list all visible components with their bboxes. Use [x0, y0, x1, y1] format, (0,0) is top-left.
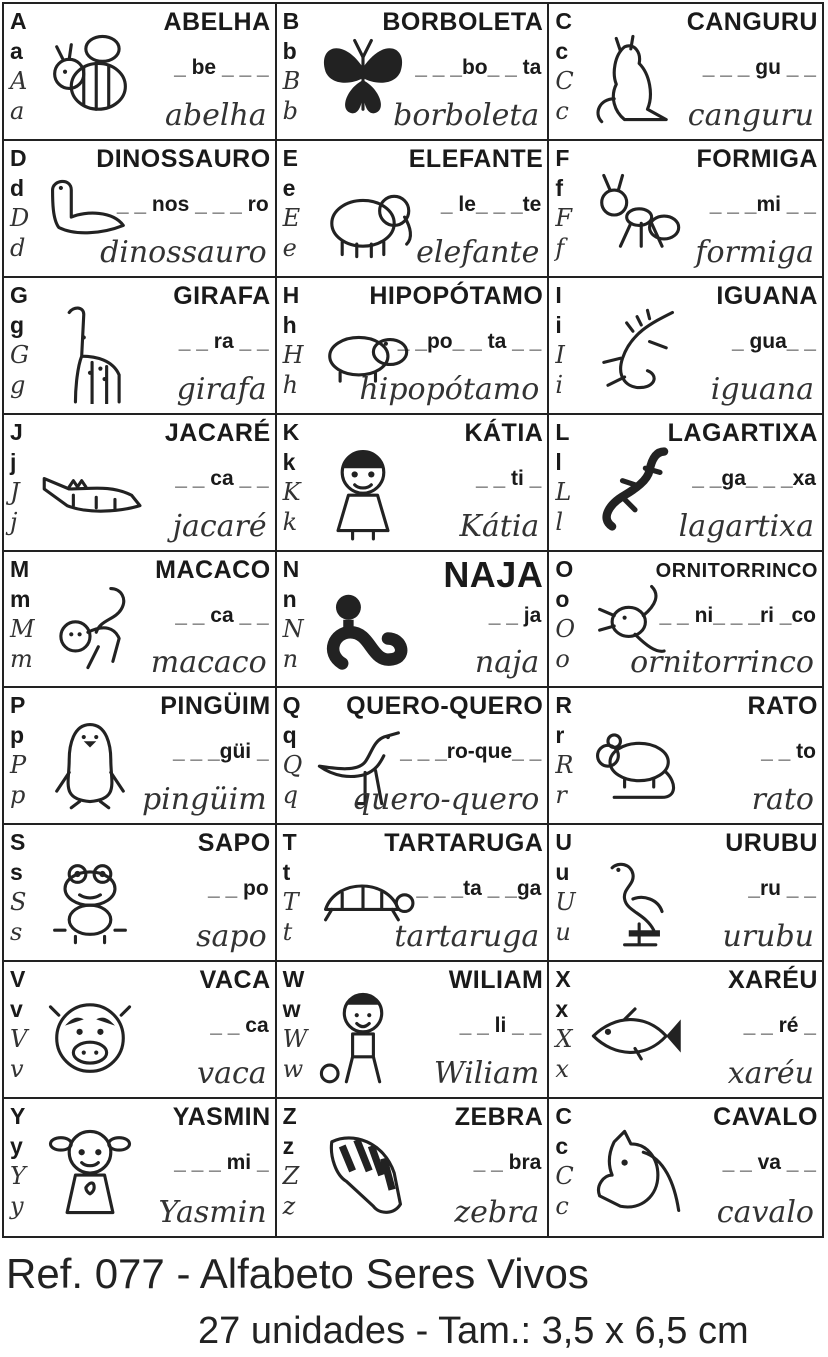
letter-column [555, 280, 581, 400]
cursive-word: canguru [687, 97, 814, 133]
uppercase-letter: Z [282, 1103, 297, 1130]
lowercase-letter: a [10, 38, 23, 64]
word-title: LAGARTIXA [667, 418, 818, 447]
cursive-uppercase-letter: D [10, 203, 30, 232]
alphabet-card [4, 141, 277, 278]
cursive-uppercase-letter: R [555, 751, 574, 780]
cursive-uppercase-letter: U [555, 888, 576, 917]
uppercase-letter: H [282, 281, 300, 308]
alphabet-card [4, 4, 277, 141]
letter-column [555, 143, 581, 263]
cursive-word: Kátia [459, 508, 540, 544]
lowercase-letter: d [10, 174, 25, 201]
lowercase-letter: x [555, 996, 569, 1023]
letter-column [555, 554, 581, 674]
lowercase-letter: c [555, 38, 569, 64]
lowercase-letter: j [10, 448, 17, 475]
cursive-lowercase-letter: o [555, 644, 570, 673]
cursive-lowercase-letter: p [10, 781, 26, 810]
cursive-lowercase-letter: l [555, 507, 564, 536]
syllable-blank: _ le_ _ _te [440, 192, 542, 216]
alphabet-card [549, 4, 822, 141]
word-title: TARTARUGA [384, 829, 544, 858]
alphabet-card [549, 141, 822, 278]
alphabet-card [4, 825, 277, 962]
uppercase-letter: O [555, 555, 574, 582]
syllable-blank: _ _ nos _ _ _ ro [116, 192, 269, 216]
syllable-blank: _ _ _ta _ _ga [416, 877, 542, 901]
uppercase-letter: N [282, 555, 300, 582]
uppercase-letter: F [555, 144, 570, 171]
lowercase-letter: y [10, 1133, 23, 1160]
word-title: QUERO-QUERO [346, 692, 544, 721]
uppercase-letter: E [282, 144, 298, 171]
cursive-word: Wiliam [433, 1056, 540, 1092]
cursive-lowercase-letter: w [282, 1055, 304, 1084]
letter-column [283, 827, 309, 947]
cursive-lowercase-letter: m [10, 644, 33, 673]
cursive-word: vaca [197, 1056, 267, 1092]
lowercase-letter: c [555, 1133, 569, 1160]
uppercase-letter: P [10, 692, 26, 719]
cursive-word: jacaré [172, 508, 267, 544]
alphabet-card [4, 278, 277, 415]
word-title: RATO [747, 692, 818, 721]
syllable-blank: _ _ ra _ _ [178, 329, 269, 353]
cursive-lowercase-letter: j [10, 507, 18, 536]
syllable-blank: _ru _ _ [748, 877, 816, 901]
alligator-icon [38, 437, 142, 541]
word-title: JACARÉ [164, 418, 271, 447]
uppercase-letter: X [555, 966, 571, 993]
word-title: ORNITORRINCO [655, 559, 818, 582]
rat-icon [583, 710, 687, 814]
cursive-lowercase-letter: d [10, 233, 26, 262]
cursive-word: sapo [196, 919, 267, 955]
cursive-uppercase-letter: B [282, 67, 301, 95]
word-title: ZEBRA [454, 1103, 544, 1132]
alphabet-card [549, 688, 822, 825]
word-title: FORMIGA [696, 144, 818, 173]
cursive-uppercase-letter: O [555, 614, 576, 643]
uppercase-letter: L [555, 418, 570, 445]
word-title: MACACO [155, 555, 271, 584]
letter-column [283, 690, 309, 810]
alphabet-card [549, 278, 822, 415]
cursive-uppercase-letter: I [555, 340, 565, 369]
uppercase-letter: V [10, 966, 26, 993]
cursive-word: iguana [710, 371, 814, 407]
lowercase-letter: u [555, 859, 570, 886]
cursive-lowercase-letter: u [555, 918, 571, 947]
uppercase-letter: C [555, 1103, 572, 1130]
uppercase-letter: J [10, 418, 23, 445]
cursive-uppercase-letter: Y [10, 1162, 26, 1191]
word-title: HIPOPÓTAMO [369, 281, 544, 310]
cursive-uppercase-letter: T [282, 888, 299, 917]
lowercase-letter: i [555, 311, 562, 338]
cursive-word: rato [751, 782, 814, 818]
letter-column [10, 964, 36, 1084]
word-title: IGUANA [716, 281, 818, 310]
syllable-blank: _ _ ja [488, 603, 542, 627]
cursive-lowercase-letter: i [555, 370, 564, 399]
letter-column [283, 6, 309, 126]
alphabet-card [4, 415, 277, 552]
cursive-lowercase-letter: b [282, 97, 299, 125]
cursive-uppercase-letter: S [10, 888, 27, 917]
cursive-word: Yasmin [158, 1194, 267, 1230]
alphabet-card [277, 4, 550, 141]
cursive-word: tartaruga [394, 919, 540, 955]
syllable-blank: _ _ va _ _ [722, 1151, 816, 1175]
cursive-uppercase-letter: M [10, 614, 35, 643]
alphabet-card-grid [2, 2, 824, 1238]
uppercase-letter: R [555, 692, 572, 719]
cursive-word: borboleta [393, 97, 540, 133]
letter-column [10, 827, 36, 947]
uppercase-letter: A [10, 8, 27, 34]
word-title: KÁTIA [464, 418, 544, 447]
cursive-lowercase-letter: y [10, 1192, 24, 1221]
syllable-blank: _ _ ti _ [475, 466, 542, 490]
elephant-icon [311, 163, 415, 267]
alphabet-card [4, 962, 277, 1099]
cursive-lowercase-letter: s [10, 918, 23, 947]
uppercase-letter: M [10, 555, 30, 582]
letter-column [10, 554, 36, 674]
alphabet-card [277, 552, 550, 689]
horse-icon [583, 1121, 687, 1225]
uppercase-letter: W [282, 966, 305, 993]
cursive-uppercase-letter: N [282, 614, 304, 643]
word-title: BORBOLETA [382, 8, 544, 36]
cursive-uppercase-letter: A [10, 67, 28, 95]
alphabet-card [277, 1099, 550, 1236]
alphabet-card [4, 1099, 277, 1236]
syllable-blank: _ _po_ _ ta _ _ [397, 329, 542, 353]
cursive-uppercase-letter: F [555, 203, 572, 232]
cursive-word: quero-quero [351, 782, 540, 818]
uppercase-letter: U [555, 829, 572, 856]
syllable-blank: _ _ to [761, 740, 816, 764]
alphabet-card [277, 825, 550, 962]
letter-column [555, 827, 581, 947]
letter-column [555, 964, 581, 1084]
cursive-uppercase-letter: P [10, 751, 27, 780]
penguin-icon [38, 710, 142, 814]
lowercase-letter: o [555, 585, 570, 612]
syllable-blank: _ _ ca _ _ [175, 466, 269, 490]
letter-column [283, 964, 309, 1084]
syllable-blank: _ _ po [207, 877, 269, 901]
cursive-lowercase-letter: v [10, 1055, 24, 1084]
cursive-word: lagartixa [678, 508, 814, 544]
bee-icon [38, 26, 142, 130]
cursive-lowercase-letter: r [555, 781, 567, 810]
cursive-lowercase-letter: a [10, 97, 25, 125]
word-title: VACA [199, 966, 271, 995]
cursive-lowercase-letter: e [282, 233, 297, 262]
alphabet-card [549, 415, 822, 552]
girl-pigtails-icon [38, 1121, 142, 1225]
word-title: GIRAFA [173, 281, 271, 310]
cursive-uppercase-letter: J [10, 477, 20, 506]
lowercase-letter: l [555, 448, 562, 475]
syllable-blank: _ _ _ro-que_ _ [400, 740, 542, 764]
cursive-lowercase-letter: q [282, 781, 299, 810]
uppercase-letter: D [10, 144, 27, 171]
cursive-word: macaco [150, 645, 267, 681]
lowercase-letter: e [282, 174, 296, 201]
word-title: CAVALO [713, 1103, 818, 1132]
letter-column [555, 690, 581, 810]
lowercase-letter: w [282, 996, 301, 1023]
syllable-blank: _ _ _bo_ _ ta [415, 56, 542, 79]
letter-column [555, 1101, 581, 1221]
alphabet-card [4, 552, 277, 689]
cursive-lowercase-letter: c [555, 1192, 569, 1221]
uppercase-letter: Y [10, 1103, 26, 1130]
uppercase-letter: C [555, 8, 572, 34]
cursive-lowercase-letter: n [282, 644, 299, 673]
uppercase-letter: Q [282, 692, 301, 719]
syllable-blank: _ be _ _ _ [174, 56, 269, 79]
uppercase-letter: B [282, 8, 300, 34]
lowercase-letter: k [282, 448, 296, 475]
lowercase-letter: h [282, 311, 297, 338]
letter-column [283, 1101, 309, 1221]
letter-column [283, 143, 309, 263]
cursive-lowercase-letter: f [555, 233, 565, 262]
fish-icon [583, 984, 687, 1088]
lowercase-letter: f [555, 174, 563, 201]
product-reference-title: Ref. 077 - Alfabeto Seres Vivos [6, 1250, 589, 1297]
alphabet-card [277, 962, 550, 1099]
cursive-word: cavalo [716, 1194, 814, 1230]
cursive-lowercase-letter: k [282, 507, 298, 536]
cursive-lowercase-letter: c [555, 97, 569, 125]
lowercase-letter: s [10, 859, 23, 886]
monkey-icon [38, 574, 142, 678]
word-title: PINGÜIM [160, 692, 271, 721]
cursive-word: naja [474, 645, 540, 681]
uppercase-letter: G [10, 281, 28, 308]
cursive-word: abelha [165, 97, 267, 133]
cursive-uppercase-letter: L [555, 477, 572, 506]
word-title: SAPO [197, 829, 271, 858]
syllable-blank: _ _ _ mi _ [174, 1151, 269, 1175]
letter-column [10, 1101, 36, 1221]
cursive-uppercase-letter: K [282, 477, 301, 506]
alphabet-card [4, 688, 277, 825]
letter-column [555, 6, 581, 126]
word-title: ELEFANTE [408, 144, 544, 173]
word-title: NAJA [443, 553, 544, 595]
cursive-word: zebra [454, 1194, 540, 1230]
syllable-blank: _ _ _mi _ _ [709, 192, 816, 216]
lowercase-letter: p [10, 722, 25, 749]
iguana-icon [583, 300, 687, 404]
cursive-word: xaréu [727, 1056, 814, 1092]
cursive-word: elefante [416, 234, 540, 270]
alphabet-card [549, 1099, 822, 1236]
uppercase-letter: I [555, 281, 562, 308]
cursive-word: hipopótamo [359, 371, 540, 407]
word-title: CANGURU [686, 8, 818, 36]
product-size-info: 27 unidades - Tam.: 3,5 x 6,5 cm [198, 1310, 749, 1352]
girl-icon [311, 437, 415, 541]
cursive-uppercase-letter: H [282, 340, 304, 369]
cursive-word: ornitorrinco [630, 645, 814, 681]
syllable-blank: _ _ _güi _ [172, 740, 269, 764]
cursive-uppercase-letter: G [10, 340, 30, 369]
letter-column [10, 6, 36, 126]
letter-column [10, 280, 36, 400]
giraffe-icon [38, 300, 142, 404]
syllable-blank: _ _ bra [473, 1151, 542, 1175]
cow-icon [38, 984, 142, 1088]
word-title: YASMIN [172, 1103, 271, 1132]
lowercase-letter: q [282, 722, 297, 749]
cursive-word: urubu [722, 919, 814, 955]
syllable-blank: _ gua_ _ [731, 329, 816, 353]
lowercase-letter: z [282, 1133, 295, 1160]
alphabet-card [277, 141, 550, 278]
letter-column [283, 417, 309, 537]
lowercase-letter: t [282, 859, 291, 886]
lowercase-letter: r [555, 722, 565, 749]
letter-column [10, 143, 36, 263]
cursive-uppercase-letter: X [555, 1025, 573, 1054]
alphabet-card [549, 552, 822, 689]
word-title: XARÉU [727, 966, 818, 995]
syllable-blank: _ _ ré _ [743, 1014, 816, 1038]
lowercase-letter: g [10, 311, 25, 338]
cursive-word: girafa [176, 371, 267, 407]
word-title: DINOSSAURO [96, 144, 271, 173]
syllable-blank: _ _ ca _ _ [175, 603, 269, 627]
cursive-word: dinossauro [100, 234, 267, 270]
cursive-uppercase-letter: C [555, 1162, 574, 1191]
syllable-blank: _ _ ni_ _ _ri _co [659, 603, 816, 627]
lowercase-letter: b [282, 38, 297, 64]
frog-icon [38, 847, 142, 951]
lowercase-letter: n [282, 585, 297, 612]
alphabet-card [549, 962, 822, 1099]
boy-icon [311, 984, 415, 1088]
gecko-icon [583, 437, 687, 541]
cursive-uppercase-letter: V [10, 1025, 28, 1054]
alphabet-card [549, 825, 822, 962]
cursive-uppercase-letter: Q [282, 751, 303, 780]
cursive-lowercase-letter: g [10, 370, 26, 399]
syllable-blank: _ _ ca [210, 1014, 269, 1038]
cursive-word: formiga [695, 234, 814, 270]
cursive-lowercase-letter: z [282, 1192, 296, 1221]
cursive-lowercase-letter: x [555, 1055, 569, 1084]
letter-column [283, 280, 309, 400]
vulture-icon [583, 847, 687, 951]
alphabet-card [277, 688, 550, 825]
syllable-blank: _ _ _ gu _ _ [702, 56, 816, 79]
letter-column [10, 690, 36, 810]
syllable-blank: _ _ga_ _ _xa [692, 466, 816, 490]
cursive-uppercase-letter: C [555, 67, 574, 95]
alphabet-card [277, 278, 550, 415]
word-title: ABELHA [163, 8, 271, 36]
cursive-lowercase-letter: t [282, 918, 293, 947]
letter-column [283, 554, 309, 674]
zebra-icon [311, 1121, 415, 1225]
kangaroo-icon [583, 26, 687, 130]
snake-icon [311, 574, 415, 678]
lowercase-letter: m [10, 585, 31, 612]
cursive-lowercase-letter: h [282, 370, 299, 399]
lowercase-letter: v [10, 996, 23, 1023]
uppercase-letter: S [10, 829, 26, 856]
uppercase-letter: K [282, 418, 300, 445]
cursive-uppercase-letter: Z [282, 1162, 300, 1191]
alphabet-card [277, 415, 550, 552]
cursive-uppercase-letter: W [282, 1025, 308, 1054]
uppercase-letter: T [282, 829, 297, 856]
cursive-uppercase-letter: E [282, 203, 301, 232]
word-title: URUBU [725, 829, 818, 858]
cursive-word: pingüim [141, 782, 267, 818]
letter-column [555, 417, 581, 537]
word-title: WILIAM [448, 966, 544, 995]
ant-icon [583, 163, 687, 267]
letter-column [10, 417, 36, 537]
syllable-blank: _ _ li _ _ [459, 1014, 542, 1038]
